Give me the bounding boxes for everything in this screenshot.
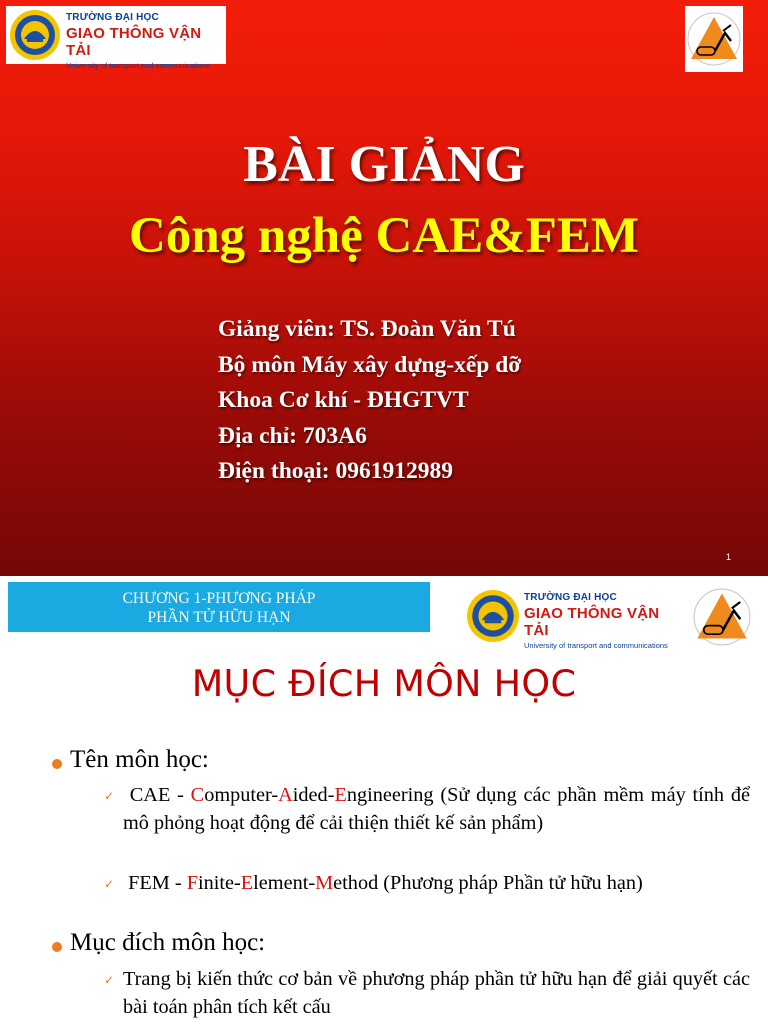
fem-text: FEM - (128, 872, 187, 894)
university-name-line1: TRƯỜNG ĐẠI HỌC (66, 12, 159, 23)
cae-letter-c: C (190, 784, 205, 806)
university-logo (466, 586, 688, 650)
purpose-text: Trang bị kiến thức cơ bản về phương pháp phần tử hữu hạn để giải quyết các bài toán phân tích kết cấu (123, 968, 750, 1018)
department-name: Bộ môn Máy xây dựng-xếp dỡ (218, 351, 522, 378)
lecturer-name: Giảng viên: TS. Đoàn Văn Tú (218, 316, 516, 342)
cae-letter-a: A (278, 784, 293, 806)
cae-text: ngineering (Sử dụng các phần mềm máy tính để mô phỏng hoạt động để cải thiện thiết kế sản phẩm) (123, 784, 750, 834)
university-seal-icon (466, 589, 520, 643)
university-name-line1: TRƯỜNG ĐẠI HỌC (524, 592, 617, 603)
slide-title: MỤC ĐÍCH MÔN HỌC (191, 662, 577, 705)
lecturer-info (218, 316, 521, 494)
cae-text: CAE - (129, 784, 191, 806)
bullet-course-name: Tên môn học: (70, 746, 209, 773)
slide-2 (0, 576, 768, 1024)
cae-definition (123, 781, 750, 837)
office-address: Địa chỉ: 703A6 (218, 422, 367, 449)
checkmark-icon: ✓ (104, 973, 115, 987)
university-logo (6, 6, 226, 70)
cae-text: ided- (292, 784, 335, 806)
chapter-title-line1: CHƯƠNG 1-PHƯƠNG PHÁP (122, 590, 316, 607)
chapter-banner (8, 582, 430, 632)
chapter-title-line2: PHẦN TỬ HỮU HẠN (147, 609, 291, 626)
fem-definition (123, 869, 750, 897)
fem-text: lement- (253, 872, 316, 894)
course-title: Công nghệ CAE&FEM (128, 208, 640, 264)
checkmark-icon: ✓ (104, 789, 115, 803)
cae-text: omputer- (204, 784, 279, 806)
fem-letter-m: M (315, 872, 334, 894)
cae-letter-e: E (334, 784, 347, 806)
bullet-dot-icon (52, 942, 62, 952)
checkmark-icon: ✓ (104, 877, 115, 891)
bullet-dot-icon (52, 759, 62, 769)
department-logo (685, 6, 743, 72)
faculty-name: Khoa Cơ khí - ĐHGTVT (218, 387, 469, 413)
bullet-course-purpose: Mục đích môn học: (70, 929, 266, 956)
department-emblem-icon (687, 11, 741, 67)
university-name-line2: GIAO THÔNG VẬN TẢI (66, 25, 202, 59)
fem-letter-e: E (240, 872, 254, 894)
department-emblem-icon (693, 586, 751, 648)
fem-text: inite- (197, 872, 241, 894)
university-name-english: University of transport and communications (66, 61, 210, 70)
lecture-title: BÀI GIẢNG (243, 136, 525, 193)
university-name-line2: GIAO THÔNG VẬN TẢI (524, 605, 660, 639)
university-seal-icon (9, 9, 61, 61)
page-number: 1 (725, 552, 731, 562)
phone-number: Điện thoại: 0961912989 (218, 458, 453, 484)
fem-letter-f: F (186, 872, 198, 894)
fem-text: ethod (Phương pháp Phần tử hữu hạn) (333, 872, 643, 894)
university-name-english: University of transport and communications (524, 641, 668, 650)
